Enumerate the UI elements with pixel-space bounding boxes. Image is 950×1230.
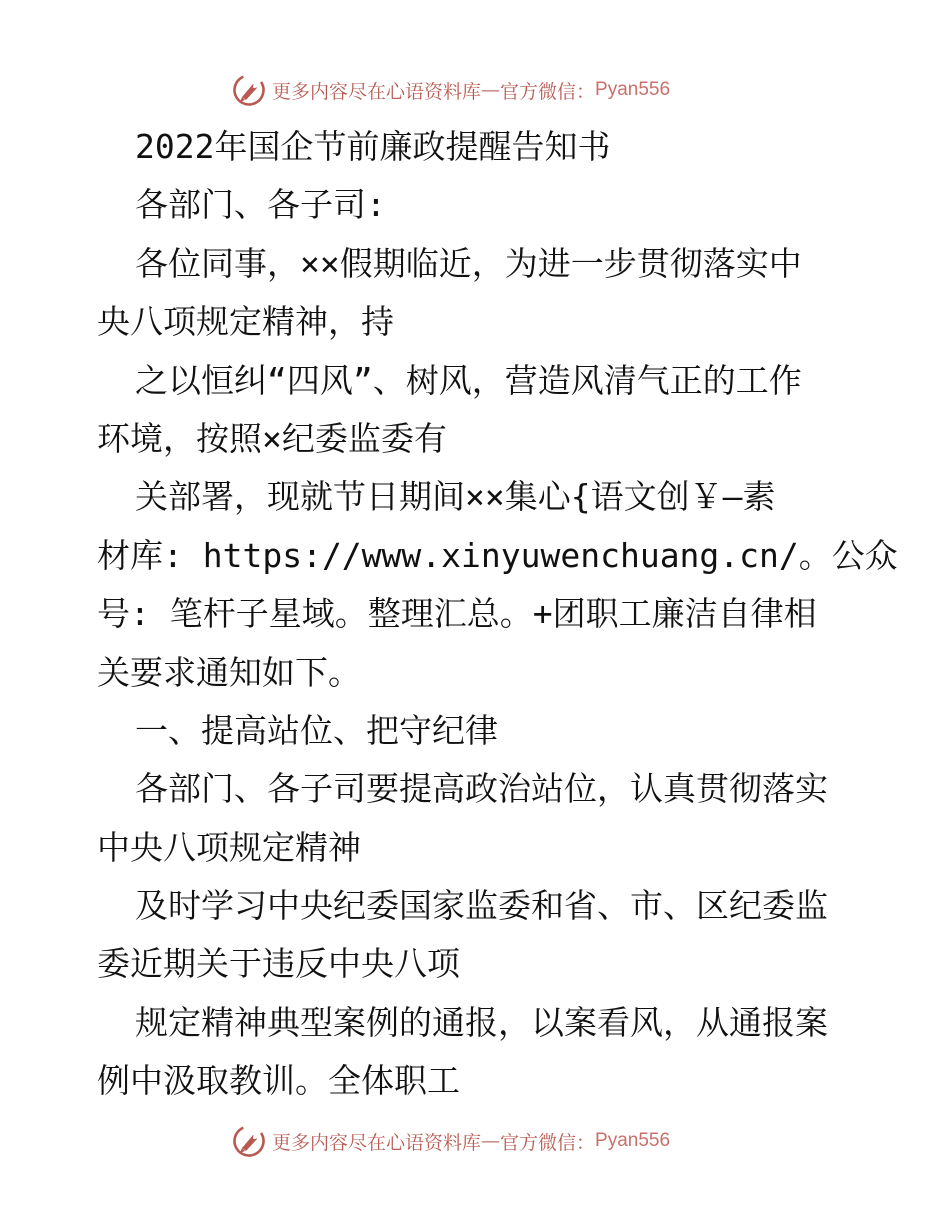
paragraph-line: 及时学习中央纪委国家监委和省、市、区纪委监 [135,886,828,926]
pen-nib-logo-icon [232,73,266,107]
paragraph-line: 材库: https://www.xinyuwenchuang.cn/。公众 [97,535,898,575]
paragraph-line: 规定精神典型案例的通报，以案看风，从通报案 [135,1002,828,1042]
banner-separator: — [481,79,501,101]
paragraph-line: 例中汲取教训。全体职工 [97,1061,460,1101]
paragraph-line: 号: 笔杆子星域。整理汇总。+团职工廉洁自律相 [97,594,817,634]
paragraph-line: 委近期关于违反中央八项 [97,944,460,984]
footer-watermark-banner [232,1121,712,1161]
paragraph-line: 环境，按照×纪委监委有 [97,418,447,458]
banner-wechat-id: Pyan556 [595,1130,671,1151]
banner-wechat-label: 官方微信： [500,80,596,103]
paragraph-line: 关部署，现就节日期间××集心{语文创￥—素 [135,477,776,517]
banner-wechat-id: Pyan556 [595,79,671,100]
document-title: 2022年国企节前廉政提醒告知书 [135,127,611,166]
salutation: 各部门、各子司: [135,185,386,225]
banner-separator: — [481,1130,501,1152]
paragraph-line: 各位同事，××假期临近，为进一步贯彻落实中 [135,243,802,283]
paragraph-line: 各部门、各子司要提高政治站位，认真贯彻落实 [135,769,828,809]
paragraph-line: 中央八项规定精神 [97,827,361,867]
paragraph-line: 关要求通知如下。 [97,652,361,692]
pen-nib-logo-icon [232,1124,266,1158]
paragraph-line: 之以恒纠“四风”、树风，营造风清气正的工作 [135,360,802,400]
section-heading: 一、提高站位、把守纪律 [135,710,498,750]
header-watermark-banner [232,70,712,110]
banner-wechat-label: 官方微信： [500,1131,596,1154]
banner-text: 更多内容尽在心语资料库 [272,1131,482,1154]
document-body [97,118,898,1111]
banner-text: 更多内容尽在心语资料库 [272,80,482,103]
paragraph-line: 央八项规定精神，持 [97,302,394,342]
